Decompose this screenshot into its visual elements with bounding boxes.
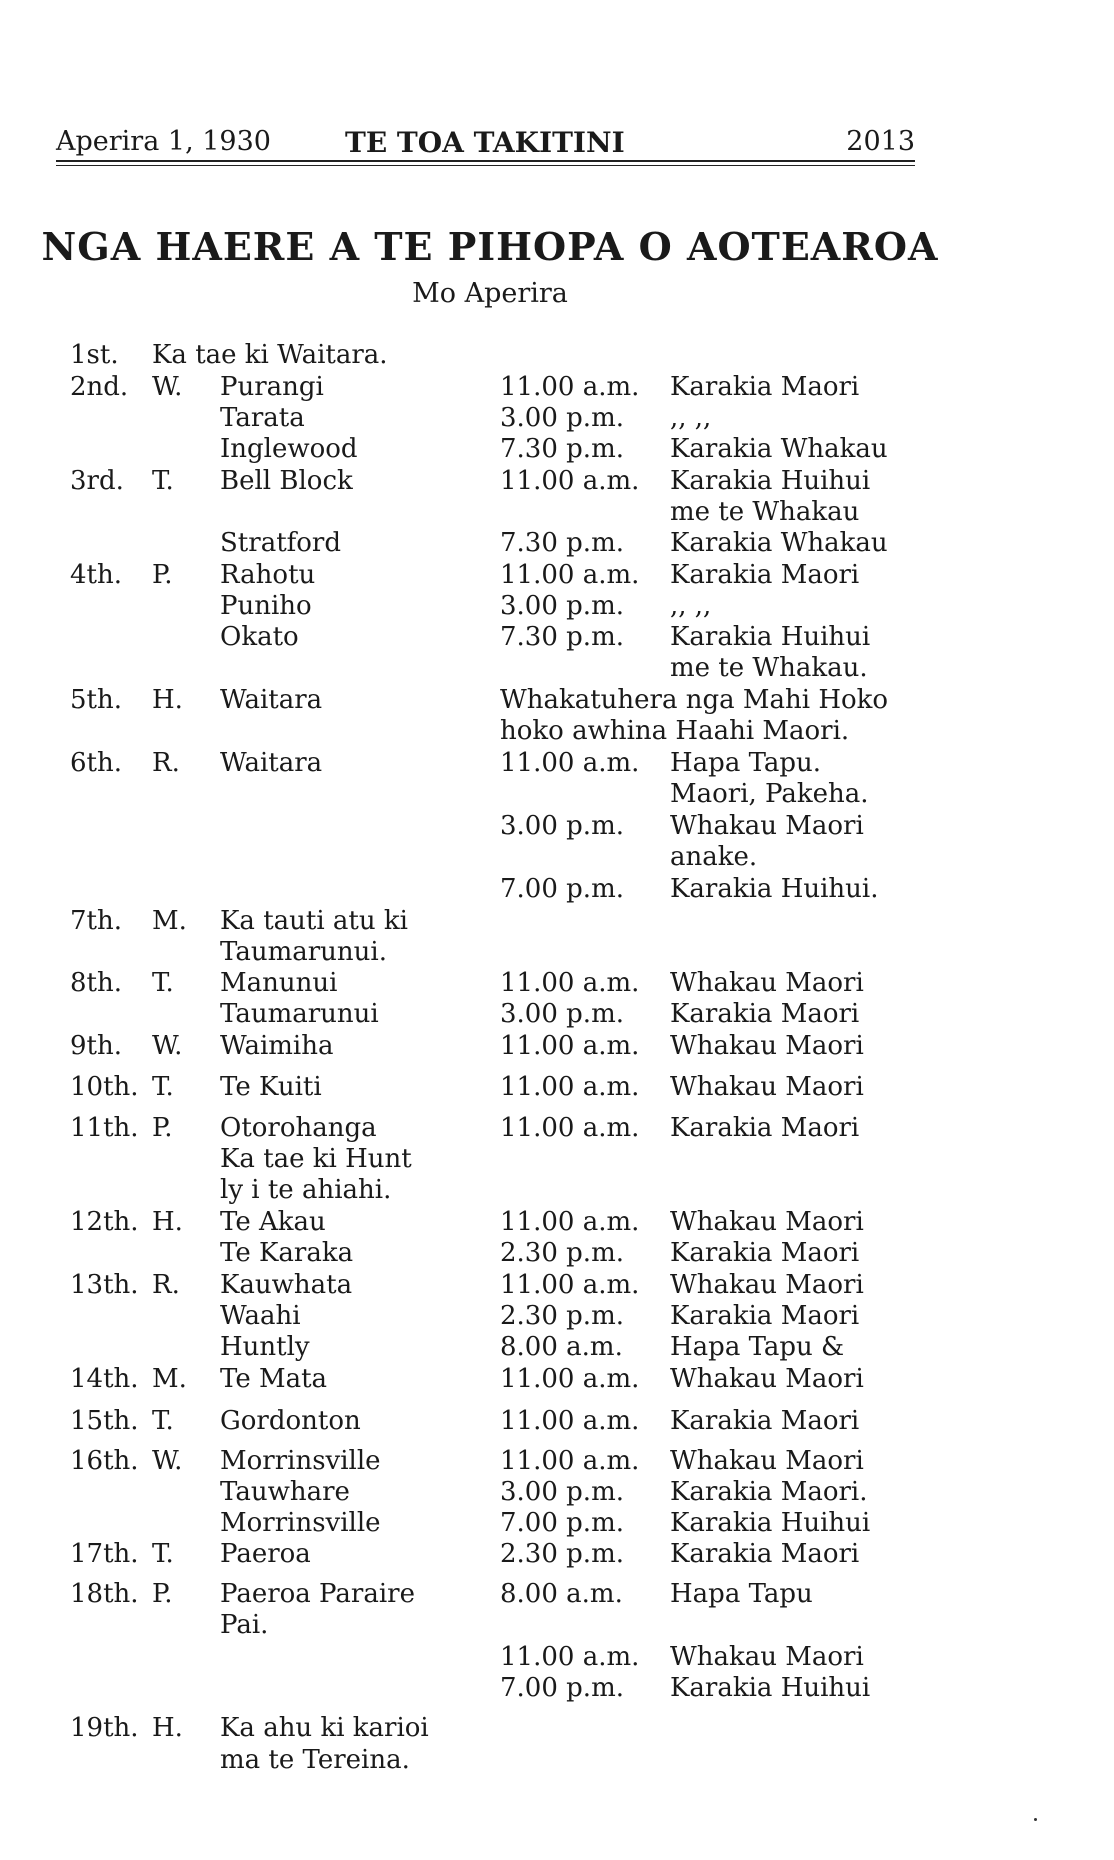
schedule-time: 11.00 a.m. <box>500 1642 640 1672</box>
schedule-place: Puniho <box>220 591 312 621</box>
schedule-activity: Karakia Maori <box>670 999 860 1029</box>
schedule-day-letter: T. <box>152 968 174 998</box>
schedule-place: Waimiha <box>220 1031 334 1061</box>
schedule-day: 19th. <box>70 1713 139 1743</box>
schedule-place: Huntly <box>220 1332 310 1362</box>
schedule-activity: Whakau Maori <box>670 968 864 998</box>
schedule-day: 16th. <box>70 1446 139 1476</box>
schedule-activity: Whakau Maori <box>670 1364 864 1394</box>
schedule-time: 11.00 a.m. <box>500 968 640 998</box>
schedule-time: 3.00 p.m. <box>500 403 624 433</box>
schedule-activity: Karakia Huihui. <box>670 874 879 904</box>
schedule-place: Otorohanga <box>220 1113 377 1143</box>
schedule-day: 2nd. <box>70 372 129 402</box>
schedule-time: 2.30 p.m. <box>500 1238 624 1268</box>
schedule-note: Whakatuhera nga Mahi Hoko <box>500 685 889 715</box>
schedule-day-letter: H. <box>152 1713 183 1743</box>
schedule-time: 11.00 a.m. <box>500 748 640 778</box>
schedule-day: 17th. <box>70 1539 139 1569</box>
schedule-place: Te Mata <box>220 1364 328 1394</box>
schedule-place: Paeroa Paraire <box>220 1579 415 1609</box>
schedule-place: Pai. <box>220 1610 269 1640</box>
schedule-time: 3.00 p.m. <box>500 591 624 621</box>
schedule-note: hoko awhina Haahi Maori. <box>500 716 850 746</box>
schedule-time: 8.00 a.m. <box>500 1332 623 1362</box>
schedule-day-letter: W. <box>152 372 183 402</box>
schedule-time: 3.00 p.m. <box>500 1477 624 1507</box>
schedule-day-letter: T. <box>152 1406 174 1436</box>
schedule-day: 9th. <box>70 1031 122 1061</box>
schedule-activity: ,, ,, <box>670 591 712 621</box>
schedule-activity: Whakau Maori <box>670 1207 864 1237</box>
schedule-day: 5th. <box>70 685 122 715</box>
schedule-day: 13th. <box>70 1270 139 1300</box>
schedule-time: 8.00 a.m. <box>500 1579 623 1609</box>
page-title: NGA HAERE A TE PIHOPA O AOTEAROA <box>41 224 939 269</box>
schedule-time: 3.00 p.m. <box>500 811 624 841</box>
header-date: Aperira 1, 1930 <box>56 126 271 157</box>
schedule-activity: Karakia Maori <box>670 1238 860 1268</box>
schedule-time: 7.30 p.m. <box>500 434 624 464</box>
schedule-day-letter: T. <box>152 1539 174 1569</box>
schedule-time: 11.00 a.m. <box>500 1113 640 1143</box>
schedule-activity: Whakau Maori <box>670 1642 864 1672</box>
schedule-day-letter: R. <box>152 1270 180 1300</box>
schedule-day: 10th. <box>70 1072 139 1102</box>
schedule-time: 7.00 p.m. <box>500 1673 624 1703</box>
page-number: 2013 <box>846 126 915 157</box>
header-rule-thin <box>56 165 915 166</box>
schedule-time: 11.00 a.m. <box>500 1446 640 1476</box>
schedule-time: 11.00 a.m. <box>500 560 640 590</box>
schedule-place: Waitara <box>220 685 323 715</box>
schedule-activity: Whakau Maori <box>670 811 864 841</box>
schedule-day: 12th. <box>70 1207 139 1237</box>
schedule-day: 4th. <box>70 560 122 590</box>
schedule-day: 14th. <box>70 1364 139 1394</box>
schedule-time: 7.30 p.m. <box>500 528 624 558</box>
schedule-time: 3.00 p.m. <box>500 999 624 1029</box>
schedule-day-letter: M. <box>152 1364 187 1394</box>
schedule-place: Inglewood <box>220 434 358 464</box>
schedule-place: Waahi <box>220 1301 301 1331</box>
schedule-place: Bell Block <box>220 466 353 496</box>
schedule-day: 1st. <box>70 340 119 370</box>
schedule-activity: Karakia Maori <box>670 1539 860 1569</box>
schedule-time: 7.00 p.m. <box>500 874 624 904</box>
schedule-activity: Karakia Maori <box>670 1113 860 1143</box>
schedule-place: Te Akau <box>220 1207 326 1237</box>
schedule-place: Taumarunui <box>220 999 379 1029</box>
schedule-activity: Karakia Maori. <box>670 1477 868 1507</box>
schedule-time: 7.30 p.m. <box>500 622 624 652</box>
schedule-time: 11.00 a.m. <box>500 372 640 402</box>
schedule-place: ly i te ahiahi. <box>220 1175 392 1205</box>
schedule-place: Tarata <box>220 403 305 433</box>
schedule-activity: Hapa Tapu & <box>670 1332 845 1362</box>
schedule-activity: Whakau Maori <box>670 1031 864 1061</box>
schedule-activity: Whakau Maori <box>670 1270 864 1300</box>
schedule-place: Morrinsville <box>220 1508 381 1538</box>
schedule-place: Purangi <box>220 372 324 402</box>
schedule-place: Te Karaka <box>220 1238 354 1268</box>
schedule-activity: Karakia Whakau <box>670 434 888 464</box>
schedule-place: Ka tae ki Hunt <box>220 1144 412 1174</box>
header-rule <box>56 160 915 162</box>
schedule-day: 6th. <box>70 748 122 778</box>
schedule-time: 7.00 p.m. <box>500 1508 624 1538</box>
schedule-place: Gordonton <box>220 1406 361 1436</box>
schedule-activity: Whakau Maori <box>670 1446 864 1476</box>
schedule-activity: Karakia Maori <box>670 560 860 590</box>
schedule-day: 8th. <box>70 968 122 998</box>
schedule-activity: Hapa Tapu. <box>670 748 822 778</box>
margin-mark <box>1034 1818 1037 1821</box>
schedule-time: 11.00 a.m. <box>500 1207 640 1237</box>
schedule-time: 11.00 a.m. <box>500 1364 640 1394</box>
schedule-activity: Karakia Maori <box>670 1301 860 1331</box>
schedule-place: Ka tauti atu ki <box>220 906 408 936</box>
schedule-activity: Karakia Maori <box>670 1406 860 1436</box>
schedule-activity: Hapa Tapu <box>670 1579 813 1609</box>
schedule-place: Ka ahu ki karioi <box>220 1713 429 1743</box>
schedule-time: 2.30 p.m. <box>500 1539 624 1569</box>
schedule-activity: Karakia Huihui <box>670 466 871 496</box>
schedule-place: ma te Tereina. <box>220 1745 410 1775</box>
schedule-place: Rahotu <box>220 560 316 590</box>
schedule-day-letter: T. <box>152 466 174 496</box>
schedule-time: 11.00 a.m. <box>500 1270 640 1300</box>
schedule-place: Morrinsville <box>220 1446 381 1476</box>
schedule-day-letter: W. <box>152 1031 183 1061</box>
schedule-activity: Maori, Pakeha. <box>670 779 869 809</box>
schedule-activity: Whakau Maori <box>670 1072 864 1102</box>
schedule-time: 11.00 a.m. <box>500 1031 640 1061</box>
schedule-day-letter: T. <box>152 1072 174 1102</box>
schedule-time: 11.00 a.m. <box>500 466 640 496</box>
schedule-day-letter: P. <box>152 1579 173 1609</box>
schedule-time: 11.00 a.m. <box>500 1406 640 1436</box>
schedule-place: Kauwhata <box>220 1270 353 1300</box>
schedule-activity: Karakia Huihui <box>670 622 871 652</box>
schedule-place: Paeroa <box>220 1539 311 1569</box>
schedule-place: Waitara <box>220 748 323 778</box>
schedule-activity: Karakia Whakau <box>670 528 888 558</box>
schedule-place: Te Kuiti <box>220 1072 322 1102</box>
schedule-day-letter: W. <box>152 1446 183 1476</box>
schedule-time: 2.30 p.m. <box>500 1301 624 1331</box>
schedule-day: 3rd. <box>70 466 124 496</box>
schedule-activity: ,, ,, <box>670 403 712 433</box>
schedule-day-letter: H. <box>152 1207 183 1237</box>
schedule-day: 11th. <box>70 1113 139 1143</box>
schedule-place: Taumarunui. <box>220 937 387 967</box>
schedule-day-letter: H. <box>152 685 183 715</box>
schedule-activity: me te Whakau <box>670 497 860 527</box>
schedule-activity: Karakia Huihui <box>670 1508 871 1538</box>
schedule-day-letter: P. <box>152 1113 173 1143</box>
schedule-activity: anake. <box>670 842 758 872</box>
schedule-day: 15th. <box>70 1406 139 1436</box>
page-subtitle: Mo Aperira <box>412 278 568 309</box>
publication-title: TE TOA TAKITINI <box>345 126 625 159</box>
schedule-activity: Karakia Huihui <box>670 1673 871 1703</box>
schedule-place: Okato <box>220 622 299 652</box>
schedule-day-letter: R. <box>152 748 180 778</box>
schedule-day: 18th. <box>70 1579 139 1609</box>
schedule-day-letter: M. <box>152 906 187 936</box>
schedule-place: Manunui <box>220 968 338 998</box>
schedule-day-letter: Ka tae ki Waitara. <box>152 340 388 370</box>
schedule-day: 7th. <box>70 906 122 936</box>
schedule-activity: Karakia Maori <box>670 372 860 402</box>
schedule-day-letter: P. <box>152 560 173 590</box>
schedule-activity: me te Whakau. <box>670 653 868 683</box>
schedule-place: Stratford <box>220 528 341 558</box>
schedule-place: Tauwhare <box>220 1477 350 1507</box>
schedule-time: 11.00 a.m. <box>500 1072 640 1102</box>
